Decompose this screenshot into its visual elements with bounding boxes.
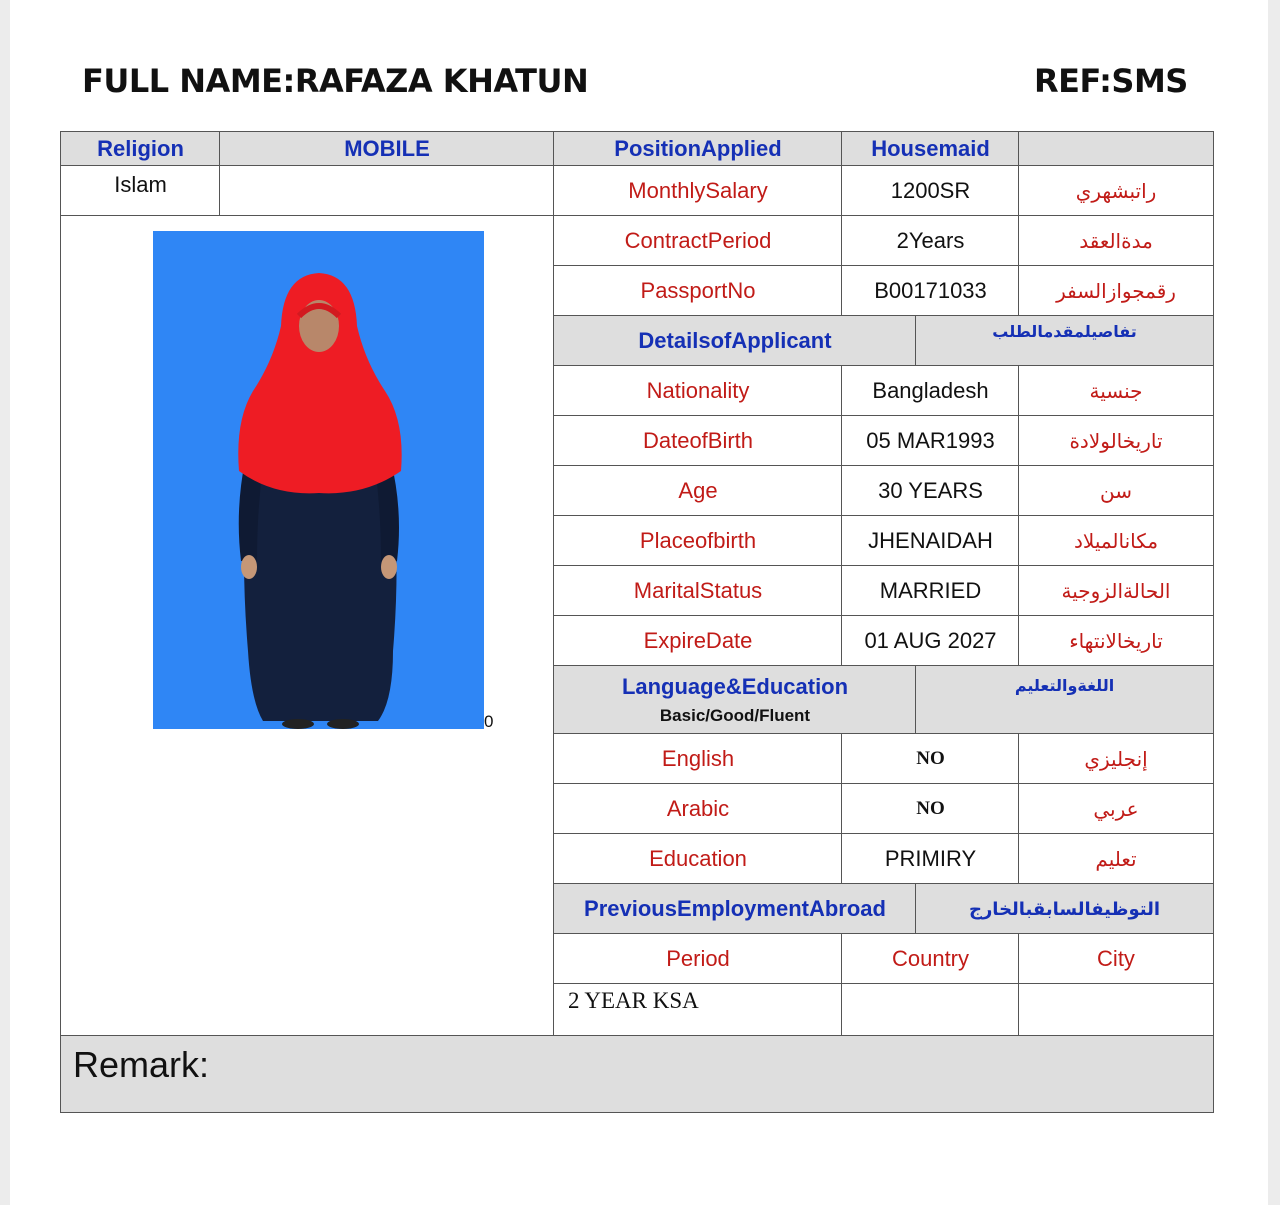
mobile-header: MOBILE — [219, 131, 555, 167]
education-arabic: تعليم — [1018, 833, 1214, 885]
education-value: PRIMIRY — [841, 833, 1020, 885]
nationality-arabic: جنسية — [1018, 365, 1214, 417]
date-of-birth-value: 05 MAR1993 — [841, 415, 1020, 467]
age-label: Age — [553, 465, 843, 517]
expire-date-label: ExpireDate — [553, 615, 843, 667]
passport-no-value: B00171033 — [841, 265, 1020, 317]
details-header: DetailsofApplicant — [553, 315, 917, 367]
arabic-value: NO — [841, 783, 1020, 835]
details-header-arabic: تفاصيلمقدمالطلب — [915, 315, 1214, 367]
country-value — [841, 983, 1020, 1037]
passport-no-label: PassportNo — [553, 265, 843, 317]
applicant-photo — [153, 231, 484, 729]
city-column-header: City — [1018, 933, 1214, 985]
contract-period-value: 2Years — [841, 215, 1020, 267]
english-value: NO — [841, 733, 1020, 785]
marital-status-arabic: الحالةالزوجية — [1018, 565, 1214, 617]
employment-header-arabic: التوظيفالسابقبالخارج — [915, 883, 1214, 935]
english-arabic: إنجليزي — [1018, 733, 1214, 785]
arabic-arabic: عربي — [1018, 783, 1214, 835]
language-header-sub: Basic/Good/Fluent — [659, 706, 811, 725]
period-column-header: Period — [553, 933, 843, 985]
place-of-birth-value: JHENAIDAH — [841, 515, 1020, 567]
nationality-label: Nationality — [553, 365, 843, 417]
expire-date-arabic: تاريخالانتهاء — [1018, 615, 1214, 667]
position-applied-empty — [1018, 131, 1214, 167]
place-of-birth-arabic: مكانالميلاد — [1018, 515, 1214, 567]
mobile-value — [219, 165, 555, 217]
marital-status-value: MARRIED — [841, 565, 1020, 617]
language-header-title: Language&Education — [621, 674, 849, 699]
employment-header: PreviousEmploymentAbroad — [553, 883, 917, 935]
religion-value: Islam — [60, 165, 221, 217]
country-column-header: Country — [841, 933, 1020, 985]
full-name-heading: FULL NAME:RAFAZA KHATUN — [82, 62, 589, 100]
reference-heading: REF:SMS — [1034, 62, 1188, 100]
arabic-label: Arabic — [553, 783, 843, 835]
period-value: 2 YEAR KSA — [553, 983, 843, 1037]
place-of-birth-label: Placeofbirth — [553, 515, 843, 567]
position-applied-value: Housemaid — [841, 131, 1020, 167]
religion-header: Religion — [60, 131, 221, 167]
monthly-salary-arabic: راتبشهري — [1018, 165, 1214, 217]
contract-period-label: ContractPeriod — [553, 215, 843, 267]
marital-status-label: MaritalStatus — [553, 565, 843, 617]
position-applied-header: PositionApplied — [553, 131, 843, 167]
passport-no-arabic: رقمجوازالسفر — [1018, 265, 1214, 317]
city-value — [1018, 983, 1214, 1037]
language-header — [553, 665, 917, 735]
expire-date-value: 01 AUG 2027 — [841, 615, 1020, 667]
contract-period-arabic: مدةالعقد — [1018, 215, 1214, 267]
education-label: Education — [553, 833, 843, 885]
age-arabic: سن — [1018, 465, 1214, 517]
date-of-birth-label: DateofBirth — [553, 415, 843, 467]
nationality-value: Bangladesh — [841, 365, 1020, 417]
remark-label: Remark: — [60, 1035, 1214, 1113]
monthly-salary-value: 1200SR — [841, 165, 1020, 217]
date-of-birth-arabic: تاريخالولادة — [1018, 415, 1214, 467]
age-value: 30 YEARS — [841, 465, 1020, 517]
monthly-salary-label: MonthlySalary — [553, 165, 843, 217]
language-header-arabic: اللغةوالتعليم — [915, 665, 1214, 735]
english-label: English — [553, 733, 843, 785]
photo-suffix-text: 0 — [484, 712, 494, 731]
